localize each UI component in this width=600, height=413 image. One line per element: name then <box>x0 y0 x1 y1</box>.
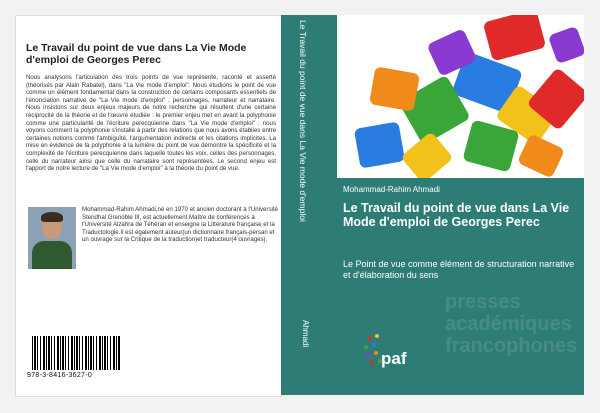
puzzle-piece-red <box>483 15 546 61</box>
puzzle-piece-yellow-2 <box>400 131 453 178</box>
back-cover-top-margin <box>16 16 282 31</box>
logo-dot <box>370 361 374 365</box>
paf-logo-text: paf <box>381 349 407 368</box>
puzzle-piece-orange-2 <box>517 133 565 178</box>
logo-dot <box>368 337 372 341</box>
publisher-watermark: presses académiques francophones <box>445 291 578 357</box>
logo-dot <box>375 334 379 338</box>
logo-dot <box>364 345 368 349</box>
front-cover <box>337 15 584 395</box>
puzzle-piece-purple-2 <box>548 26 584 64</box>
puzzle-pieces-image <box>337 15 584 178</box>
back-cover-title: Le Travail du point de vue dans La Vie Mode d'emploi de Georges Perec <box>26 42 247 66</box>
spine-title: Le Travail du point de vue dans La Vie mode d'emploi <box>298 20 308 222</box>
back-cover-summary: Nous analysons l'articulation des trois points de vue représenté, raconté et asserté (théorisés par Alain Rabatel), dans "La Vie mode d'emploi". Nous étudions le point de vue comme un élément fondamental dans la construction de certains composants essentiels de l'énonciation narrative de "La Vie mode d'emploi" : personnages, narrateur et narrataire. Nous insistons sur deux enjeux majeurs de notre recherche qui résultent d'une certaine réciprocité de la théorie et de l'œuvre étudiée : le premier enjeu met en avant la polyphonie comme une particularité de l'écriture perecquienne dans "La Vie mode d'emploi" : nous voyons comment la polyphonie s'installe à partir des relations que nous avons établies entre certaines notions comme l'ambiguïté, l'argumentation indirecte et les citations implicites. La mise en évidence de la polyphonie à la lumière du point de vue démontre la spécificité et la complexité de l'écriture perecquienne dans laquelle toutes les voix, celles des personnages, celle du narrateur ainsi que celle du narrataire sont représentées. Le second enjeu est l'apport de notre lecture de "La Vie mode d'emploi" à la théorie du point de vue. <box>26 74 276 173</box>
author-photo-hair <box>41 212 63 222</box>
front-cover-author: Mohammad-Rahim Ahmadi <box>343 185 440 194</box>
logo-dot <box>374 351 378 355</box>
isbn-number: 978-3-8416-3627-0 <box>27 372 93 379</box>
puzzle-piece-blue-2 <box>354 121 405 168</box>
back-cover <box>15 15 283 397</box>
logo-dot <box>366 353 370 357</box>
barcode-lines <box>32 336 120 370</box>
author-bio: Mohammad-Rahim Ahmadi,né en 1970 et ancien doctorant à l'Université Stendhal Grenoble III, est actuellement Maître de conférences à l'Université Alzahra de Téhéran et enseigne la Littérature française et la Traductologie.Il est également auteur(un dictionnaire français-persan et un ouvrage sur la Critique de la traduction)et traducteur(4 ouvrages). <box>82 206 278 244</box>
front-cover-title: Le Travail du point de vue dans La Vie Mode d'emploi de Georges Perec <box>343 201 570 229</box>
author-photo-shirt <box>32 241 72 269</box>
puzzle-piece-orange <box>369 66 420 111</box>
logo-dot <box>372 343 376 347</box>
author-photo <box>28 207 76 269</box>
spine-author: Ahmadi <box>301 320 310 348</box>
front-cover-subtitle: Le Point de vue comme élément de structuration narrative et d'élaboration du sens <box>343 259 575 280</box>
